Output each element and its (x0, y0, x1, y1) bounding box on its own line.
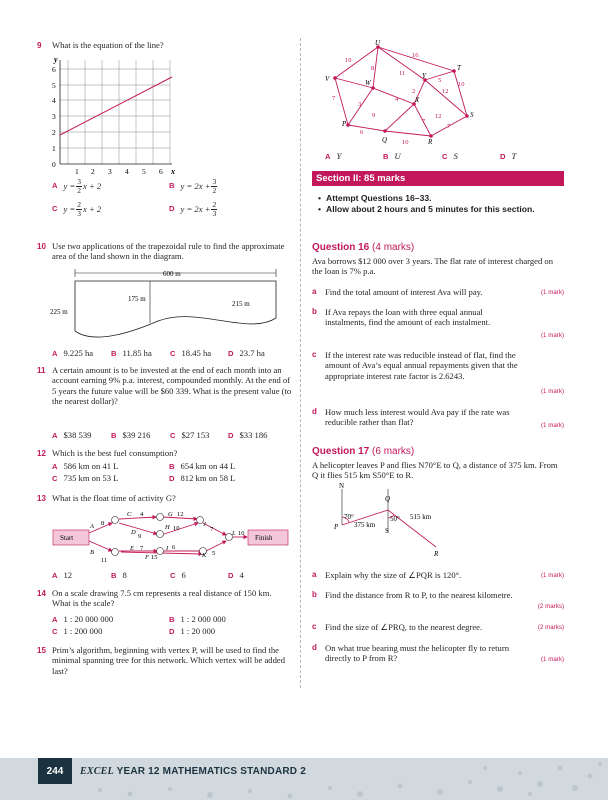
edge-label: 10 (173, 525, 180, 532)
edge-label: 7 (210, 526, 214, 533)
edge-label: E (130, 545, 134, 552)
edge-label: I (166, 545, 169, 552)
weight-label: 12 (442, 88, 449, 95)
weight-label: 6 (360, 129, 364, 136)
option-a[interactable]: A 9.225 ha (52, 348, 94, 358)
question-text: Use two applications of the trapezoidal rule to find the approximate area of the land shown in the diagram. (52, 241, 285, 262)
weight-label: 4 (395, 96, 399, 103)
y-tick: 2 (52, 128, 56, 137)
question-text: A certain amount is to be invested at the end of each month into an account earning 9% p.a. interest, compounded monthly. At the end of 5 years the future value will be $60 339. What is the present value (to the nearest dollar)? (52, 365, 292, 407)
question-part: c Find the size of ∠PRQ, to the nearest degree. (2 marks) (312, 622, 564, 632)
question-part: a Find the total amount of interest Ava will pay. (1 mark) (312, 287, 564, 297)
question-intro: A helicopter leaves P and flies N70°E to Q, a distance of 375 km. From Q it flies 515 km S50°E to R. (312, 460, 558, 481)
vertex-label: T (457, 64, 461, 72)
weight-label: 8 (371, 65, 375, 72)
bearing-diagram (330, 481, 460, 561)
options (52, 461, 235, 487)
edge-label: H (165, 524, 170, 531)
question-number: 15 (37, 646, 46, 655)
weight-label: 7 (422, 118, 426, 125)
option-a[interactable]: A Y (325, 151, 342, 161)
edge-label: 5 (212, 550, 216, 557)
y-tick: 4 (52, 96, 56, 105)
x-tick: 4 (125, 167, 129, 176)
weight-label: 10 (458, 81, 465, 88)
y-tick: 5 (52, 81, 56, 90)
edge-label: 4 (140, 511, 144, 518)
option-c[interactable]: C $27 153 (170, 430, 210, 440)
edge-label: 8 (101, 520, 105, 527)
option-a[interactable]: A $38 539 (52, 430, 92, 440)
question-heading: Question 17 (6 marks) (312, 446, 415, 457)
x-axis-label: x (171, 167, 175, 176)
edge-label: L (232, 530, 236, 537)
edge-label: 9 (138, 533, 142, 540)
distance-375: 375 km (354, 521, 376, 529)
point-r: R (434, 550, 439, 558)
vertex-label: S (470, 111, 474, 119)
question-number: 9 (37, 41, 42, 50)
weight-label: 5 (438, 77, 442, 84)
option-b[interactable]: B 654 km on 44 L (169, 461, 236, 471)
option-b[interactable]: B 11.85 ha (111, 348, 152, 358)
width-label: 600 m (163, 270, 181, 278)
option-d[interactable]: D T (500, 151, 517, 161)
option-c[interactable]: C 1 : 200 000 (52, 626, 103, 637)
weight-label: 7 (332, 95, 336, 102)
question-part: b Find the distance from R to P, to the nearest kilometre. (2 marks) (312, 590, 564, 610)
question-text: Which is the best fuel consumption? (52, 448, 178, 458)
page-number: 244 (38, 758, 72, 784)
brand-logo: EXCEL (80, 766, 114, 777)
edge-label: F (145, 554, 149, 561)
section-instructions (318, 193, 556, 216)
question-number: 10 (37, 242, 46, 251)
options (52, 348, 265, 361)
option-d[interactable]: D $33 186 (228, 430, 268, 440)
vertex-label: P (342, 120, 347, 128)
weight-label: 3 (358, 101, 362, 108)
vertex-label: V (325, 75, 330, 83)
angle-70: 70° (344, 513, 354, 521)
option-d[interactable]: D 4 (228, 570, 244, 580)
vertex-label: W (365, 79, 371, 87)
question-number: 13 (37, 494, 46, 503)
angle-50: 50° (390, 515, 400, 523)
options (52, 178, 218, 220)
edge-label: D (131, 529, 136, 536)
edge-label: 7 (140, 545, 144, 552)
vertex-label: Q (382, 136, 388, 144)
question-text: Prim’s algorithm, beginning with vertex P, will be used to find the minimal spanning tree for this network. Which vertex will be added last? (52, 645, 286, 676)
options (52, 430, 267, 443)
y-tick: 1 (52, 144, 56, 153)
option-b[interactable]: B 8 (111, 570, 127, 580)
y-tick: 0 (52, 160, 56, 169)
mid-height-label: 175 m (128, 295, 146, 303)
edge-label: 6 (172, 544, 176, 551)
distance-515: 515 km (410, 513, 432, 521)
weight-label: 10 (402, 139, 409, 146)
right-height-label: 215 m (232, 300, 250, 308)
option-a[interactable]: A y = $\frac{3}{2}$ x + 2 (52, 177, 102, 195)
option-a[interactable]: A 1 : 20 000 000 (52, 614, 114, 624)
prim-network (318, 38, 478, 146)
question-text: What is the float time of activity G? (52, 493, 176, 503)
option-d[interactable]: D 812 km on 58 L (169, 473, 236, 484)
question-text: What is the equation of the line? (52, 40, 164, 50)
option-c[interactable]: C S (442, 151, 458, 161)
y-tick: 6 (52, 65, 56, 74)
option-b[interactable]: B 1 : 2 000 000 (169, 614, 226, 624)
weight-label: 2 (412, 88, 416, 95)
weight-label: 16 (412, 52, 419, 59)
line-graph (48, 52, 178, 177)
question-number: 12 (37, 449, 46, 458)
fraction: $\frac{2}{3}$ (77, 200, 81, 218)
question-heading: Question 16 (4 marks) (312, 242, 415, 253)
options (52, 570, 244, 583)
south-label: S (385, 527, 389, 535)
question-part: a Explain why the size of ∠PQR is 120°. (1 mark) (312, 570, 564, 580)
question-part: b If Ava repays the loan with three equal annual instalments, find the amount of each instalment. (1 mark) (312, 307, 564, 339)
option-a[interactable]: A 586 km on 41 L (52, 461, 119, 471)
edge-label: 12 (177, 511, 184, 518)
x-tick: 1 (75, 167, 79, 176)
weight-label: 9 (372, 112, 376, 119)
vertex-label: X (415, 96, 420, 104)
book-title: EXCEL YEAR 12 MATHEMATICS STANDARD 2 (80, 766, 306, 777)
left-height-label: 225 m (50, 308, 68, 316)
footer-dot-pattern (0, 758, 608, 800)
instruction-bullet: • Attempt Questions 16–33. (318, 193, 556, 203)
options (52, 614, 226, 640)
activity-network (48, 507, 290, 567)
edge-label: C (127, 511, 132, 518)
edge-label: G (168, 511, 173, 518)
weight-label: 7 (447, 123, 451, 130)
edge-label: K (202, 552, 207, 559)
option-c[interactable]: C 18.45 ha (170, 348, 212, 358)
question-intro: Ava borrows $12 000 over 3 years. The flat rate of interest charged on the loan is 7% p.a. (312, 256, 554, 277)
land-diagram (48, 266, 288, 344)
option-d[interactable]: D 23.7 ha (228, 348, 265, 358)
edge-label: 15 (151, 554, 158, 561)
fraction: $\frac{2}{3}$ (212, 200, 217, 218)
column-divider (300, 38, 301, 688)
options (325, 151, 516, 164)
point-p: P (334, 523, 339, 531)
fraction: $\frac{3}{2}$ (212, 177, 217, 195)
y-tick: 3 (52, 112, 56, 121)
finish-node: Finish (255, 534, 273, 542)
weight-label: 12 (435, 113, 442, 120)
question-text: On a scale drawing 7.5 cm represents a real distance of 150 km. What is the scale? (52, 588, 272, 609)
x-tick: 2 (91, 167, 95, 176)
option-c[interactable]: C y = $\frac{2}{3}$ x + 2 (52, 200, 102, 218)
option-d[interactable]: D y = 2x + $\frac{2}{3}$ (169, 200, 217, 218)
x-tick: 6 (159, 167, 163, 176)
start-node: Start (60, 534, 74, 542)
option-b[interactable]: B y = 2x + $\frac{3}{2}$ (169, 177, 217, 195)
vertex-label: Y (422, 72, 426, 80)
question-number: 14 (37, 589, 46, 598)
instruction-bullet: • Allow about 2 hours and 5 minutes for this section. (318, 204, 556, 214)
fraction: $\frac{3}{2}$ (77, 177, 81, 195)
north-label: N (339, 482, 345, 490)
option-c[interactable]: C 6 (170, 570, 186, 580)
weight-label: 11 (399, 70, 406, 77)
option-a[interactable]: A 12 (52, 570, 73, 580)
y-axis-label: y (54, 55, 58, 64)
edge-label: A (90, 523, 94, 530)
option-d[interactable]: D 1 : 20 000 (169, 626, 216, 637)
option-b[interactable]: B $39 216 (111, 430, 151, 440)
edge-label: B (90, 549, 94, 556)
page-footer (0, 758, 608, 800)
option-c[interactable]: C 735 km on 53 L (52, 473, 119, 484)
section-banner: Section II: 85 marks (312, 171, 564, 186)
edge-label: 11 (101, 557, 108, 564)
question-number: 11 (37, 366, 46, 375)
edge-label: 10 (238, 530, 245, 537)
question-part: d On what true bearing must the helicopter fly to return directly to P from R? (1 mark) (312, 643, 564, 664)
question-part: d How much less interest would Ava pay if the rate was reducible rather than flat? (1 mark) (312, 407, 564, 429)
vertex-label: R (428, 138, 433, 146)
question-part: c If the interest rate was reducible instead of flat, find the amount of Ava’s equal annual repayments given that the appropriate interest rate factor is 2.6243. (1 mark) (312, 350, 564, 395)
edge-label: J (203, 521, 206, 528)
weight-label: 10 (345, 57, 352, 64)
point-q: Q (385, 495, 391, 503)
option-b[interactable]: B U (383, 151, 401, 161)
x-tick: 5 (142, 167, 146, 176)
x-tick: 3 (108, 167, 112, 176)
vertex-label: U (375, 39, 381, 47)
